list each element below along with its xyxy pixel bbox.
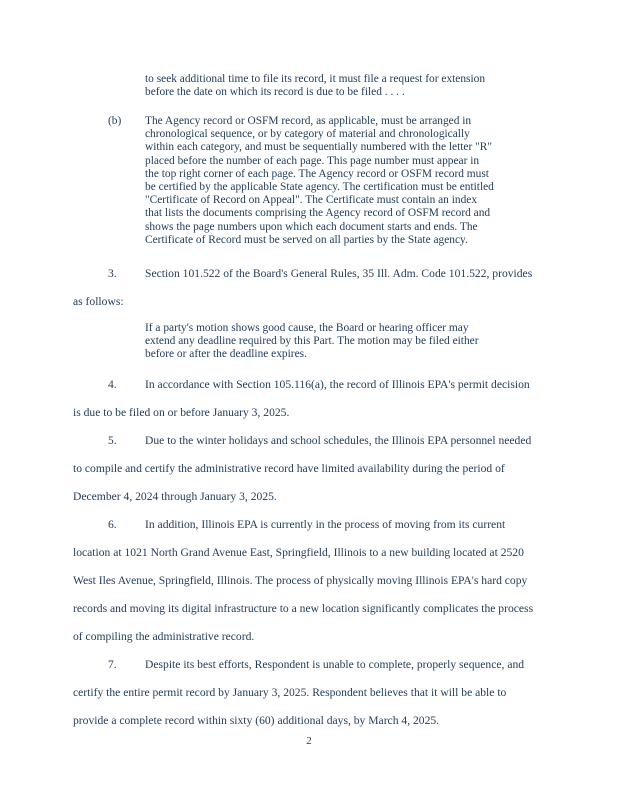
paragraph-7-line: certify the entire permit record by January 3, 2025. Respondent believes that it will be able to xyxy=(73,686,507,699)
subsection-b-marker: (b) xyxy=(108,115,122,127)
subsection-b-text: The Agency record or OSFM record, as applicable, must be arranged in chronological sequence, or by category of material and chronologically within each category, and must be sequentially numbered with the letter "R" placed before the number of each page. This page number must appear in the top right corner of each page. The Agency record or OSFM record must be certified by the applicable State agency. The certification must be entitled "Certificate of Record on Appeal". The Certificate must contain an index that lists the documents comprising the Agency record of OSFM record and shows the page numbers upon which each document starts and ends. The Certificate of Record must be served on all parties by the State agency. xyxy=(145,115,494,246)
paragraph-4-number: 4. xyxy=(108,378,117,391)
paragraph-3-number: 3. xyxy=(108,267,117,280)
paragraph-3-first-line: Section 101.522 of the Board's General Rules, 35 Ill. Adm. Code 101.522, provides xyxy=(145,267,533,280)
paragraph-4-line: is due to be filed on or before January 3, 2025. xyxy=(73,406,290,419)
paragraph-3-line: as follows: xyxy=(73,295,124,308)
paragraph-6-number: 6. xyxy=(108,518,117,531)
paragraph-5-first-line: Due to the winter holidays and school schedules, the Illinois EPA personnel needed xyxy=(145,434,532,447)
paragraph-6-line: location at 1021 North Grand Avenue East, Springfield, Illinois to a new building located at 2520 xyxy=(73,546,524,559)
paragraph-6-line: of compiling the administrative record. xyxy=(73,630,255,643)
paragraph-7-first-line: Despite its best efforts, Respondent is unable to complete, properly sequence, and xyxy=(145,658,525,671)
paragraph-7-line: provide a complete record within sixty (60) additional days, by March 4, 2025. xyxy=(73,714,440,727)
paragraph-6-first-line: In addition, Illinois EPA is currently in the process of moving from its current xyxy=(145,518,506,531)
block-quote-extension: to seek additional time to file its record, it must file a request for extension before the date on which its record is due to be filed . . . . xyxy=(145,73,486,99)
paragraph-5-line: December 4, 2024 through January 3, 2025. xyxy=(73,490,277,503)
paragraph-5-number: 5. xyxy=(108,434,117,447)
paragraph-4-first-line: In accordance with Section 105.116(a), the record of Illinois EPA's permit decision xyxy=(145,378,530,391)
block-quote-rule-101-522: If a party's motion shows good cause, the Board or hearing officer may extend any deadline required by this Part. The motion may be filed either before or after the deadline expires. xyxy=(145,322,479,361)
paragraph-6-line: West Iles Avenue, Springfield, Illinois. The process of physically moving Illinois EPA's hard copy xyxy=(73,574,528,587)
paragraph-6-line: records and moving its digital infrastructure to a new location significantly complicates the process xyxy=(73,602,534,615)
paragraph-5-line: to compile and certify the administrative record have limited availability during the period of xyxy=(73,462,505,475)
paragraph-7-number: 7. xyxy=(108,658,117,671)
page-number: 2 xyxy=(306,735,312,747)
